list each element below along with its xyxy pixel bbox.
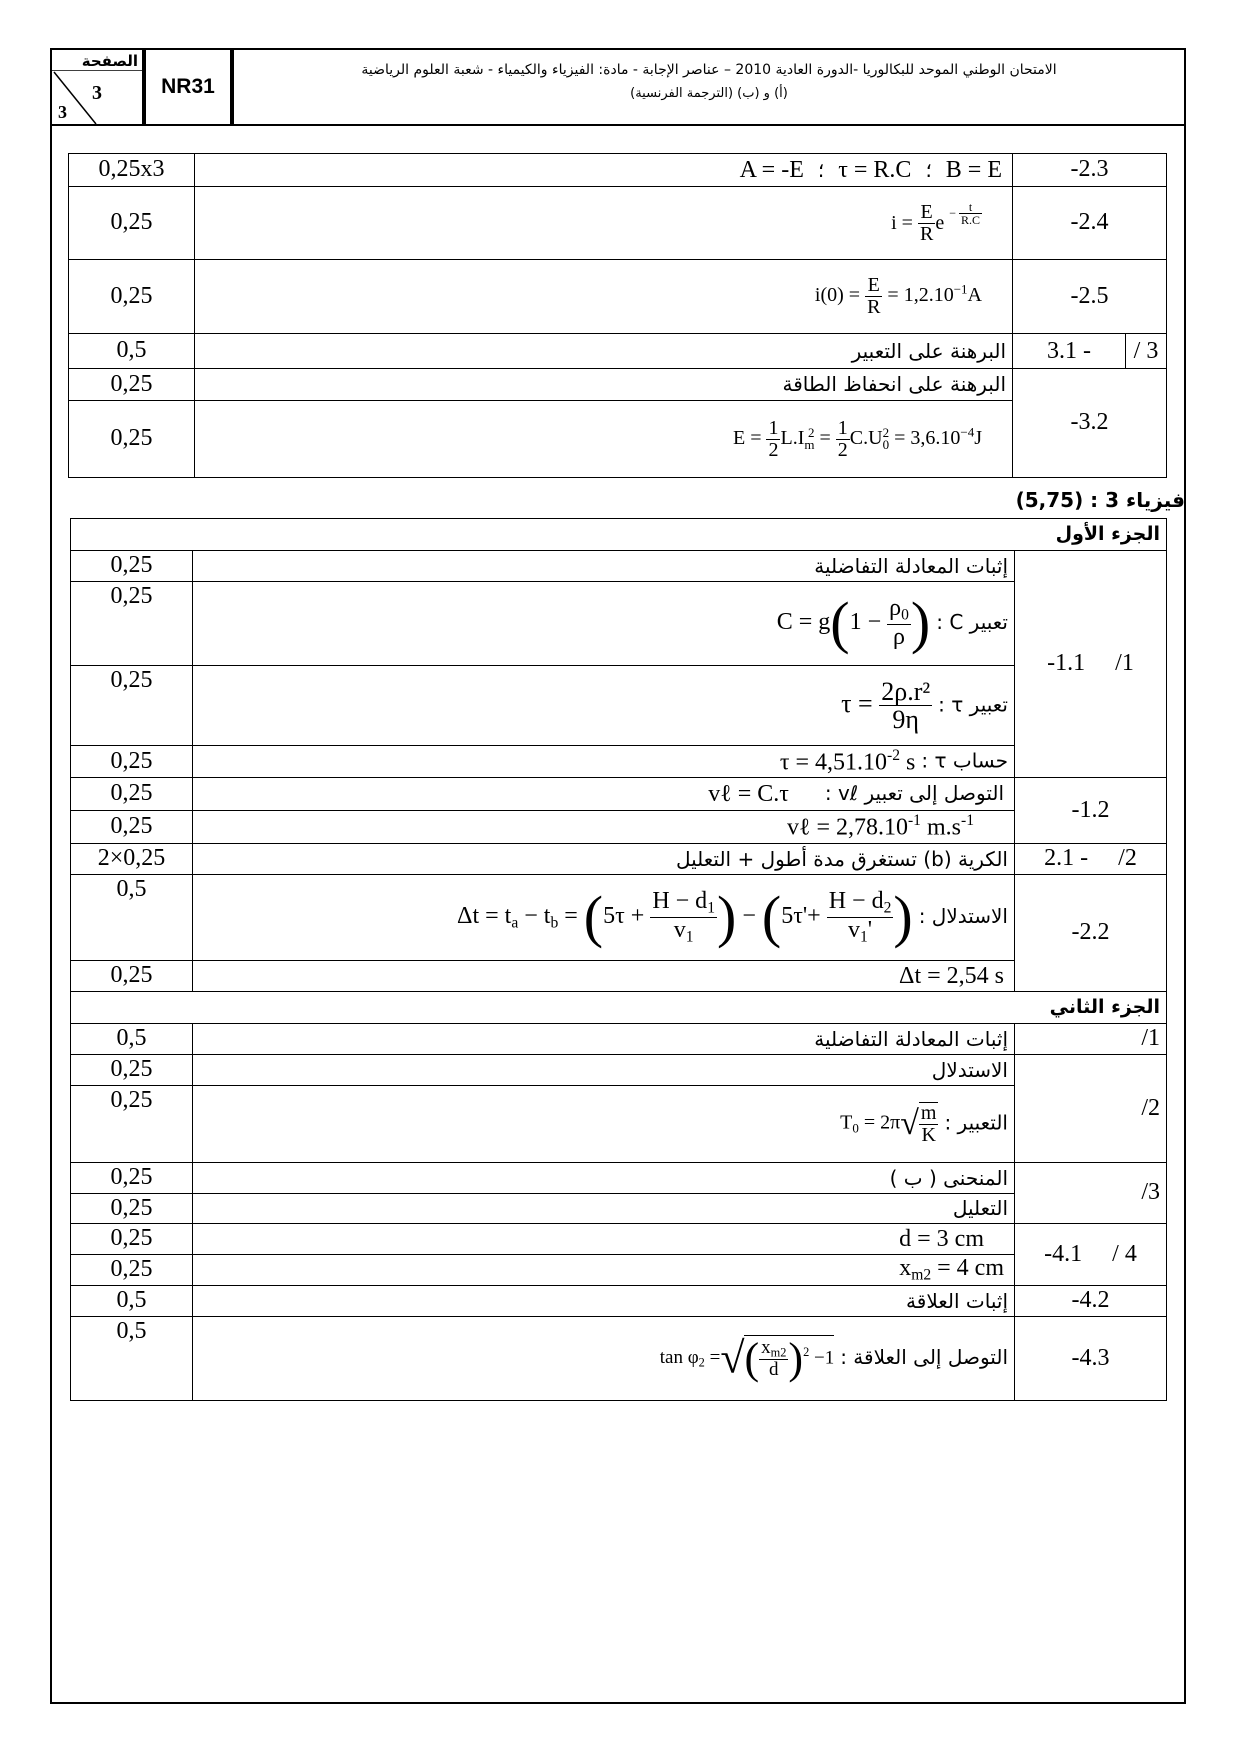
eq-24: i = $\frac{E}{R}$ e − $\frac{t}{R.C}$ [891, 199, 980, 246]
table-row [71, 778, 1167, 811]
eq-23: A = -E ؛ τ = R.C ؛ B = E [739, 156, 1002, 183]
score-cell: 0,25 [71, 1194, 193, 1224]
score-cell: 0,25 [71, 551, 193, 582]
answer-cell [193, 811, 1015, 844]
score-cell: 0,25 [71, 1163, 193, 1194]
table-row [71, 1086, 1167, 1163]
answer-cell: الكرية (b) تستغرق مدة أطول + التعليل [193, 844, 1015, 875]
eq-32: E = $\frac{1}{2}$ L.I 2 m = $\frac{1}{2}$ C.U 2 0 = $3,6.10^{-4}J$ [732, 416, 982, 461]
question-number: -1.2 [1015, 778, 1167, 844]
eq-25: i(0) = $\frac{E}{R}$ = $1,2.10^{-1}A$ [814, 274, 982, 318]
answers-table-1 [68, 153, 1167, 478]
table-row [69, 187, 1167, 260]
table-row [69, 401, 1167, 478]
part-header-row [71, 519, 1167, 551]
question-number: 3.1 - / 3 [1013, 334, 1167, 369]
eq-vl: vℓ = C.τ [708, 780, 789, 807]
eq-tan-phi: $\tan \varphi_2$ =√( $\frac{x_{m2}}{d}$ )$^2$ −1 [659, 1333, 835, 1383]
answer-cell: التوصل إلى تعبير vℓ : vℓ = C.τ [193, 778, 1015, 811]
score-cell: 0,25 [71, 746, 193, 778]
answer-cell: التوصل إلى العلاقة : $\tan \varphi_2$ =√( $\frac{x_{m2}}{d}$ )$^2$ −1 [193, 1317, 1015, 1401]
answer-cell: تعبير τ : τ = $\frac{\text{2ρ.r²}}{9\eta}$ [193, 666, 1015, 746]
score-cell: 0,25 [69, 401, 195, 478]
page-current: 3 [92, 82, 102, 104]
title-line-1: الامتحان الوطني الموحد للبكالوريا -الدورة العادية 2010 – عناصر الإجابة - مادة: الفيزياء والكيمياء - شعبة العلوم الرياضية [361, 62, 1057, 78]
question-number: /1 [1015, 1024, 1167, 1055]
table-row [71, 1163, 1167, 1194]
score-cell: 0,25 [71, 1055, 193, 1086]
answer-cell: $x_{m2} = 4$ cm [193, 1255, 1015, 1286]
table-row [71, 582, 1167, 666]
question-number: -2.3 [1013, 154, 1167, 187]
table-row [71, 1317, 1167, 1401]
table-row [71, 811, 1167, 844]
table-row [71, 1255, 1167, 1286]
answer-cell: Δt = 2,54 s [193, 961, 1015, 992]
answers-table-2 [70, 518, 1167, 1401]
question-number: -4.1 / 4 [1015, 1224, 1167, 1286]
score-cell: 0,25 [71, 1086, 193, 1163]
part-2-title: الجزء الثاني [71, 992, 1167, 1024]
score-cell: 0,25 [69, 369, 195, 401]
table-row [71, 1055, 1167, 1086]
answer-cell [195, 154, 1013, 187]
exam-code: NR31 [144, 50, 232, 126]
score-cell: 0,5 [71, 1317, 193, 1401]
title-line-2: (أ) و (ب) (الترجمة الفرنسية) [630, 86, 788, 101]
answer-cell: إثبات المعادلة التفاضلية [193, 551, 1015, 582]
answer-cell: البرهنة على انحفاظ الطاقة [195, 369, 1013, 401]
answer-cell [195, 260, 1013, 334]
answer-cell [195, 187, 1013, 260]
table-row [71, 551, 1167, 582]
score-cell: 0,25 [71, 1255, 193, 1286]
answer-cell: الاستدلال : $\Delta t = t_a - t_b = (5\tau$ + $\frac{H - d_1}{v_1}$ ) − (5τ'+ $\frac{H - d_2}{v_1'}$ ) [193, 875, 1015, 961]
table-row [69, 260, 1167, 334]
score-cell: 0,25x3 [69, 154, 195, 187]
table-row [69, 334, 1167, 369]
part-header-row [71, 992, 1167, 1024]
section-title-physics-3: فيزياء 3 : (5,75) [1015, 488, 1185, 512]
score-cell: 0,5 [71, 1286, 193, 1317]
eq-C: C = g(1 − $\frac{\rho_0}{\rho}$ ) [776, 590, 931, 656]
table-row [71, 746, 1167, 778]
answer-cell: التعبير : $T_0 = 2\pi√$ $\frac{m}{K}$ [193, 1086, 1015, 1163]
answer-cell: الاستدلال [193, 1055, 1015, 1086]
question-number: -2.2 [1015, 875, 1167, 992]
score-cell: 0,25 [71, 582, 193, 666]
eq-vl-value: vℓ = $2,78.10^{-1}$ $m.s^{-1}$ [786, 812, 974, 841]
question-number: -2.4 [1013, 187, 1167, 260]
answer-cell: حساب τ : $\tau = 4,51.10^{-2}$ s [193, 746, 1015, 778]
exam-title [232, 50, 1184, 126]
score-cell: 0,25 [71, 666, 193, 746]
score-cell: 0,5 [71, 875, 193, 961]
header [52, 50, 1184, 126]
page-label: الصفحة [81, 52, 138, 70]
table-row [71, 1286, 1167, 1317]
score-cell: 0,5 [71, 1024, 193, 1055]
table-row [71, 961, 1167, 992]
answer-cell: إثبات العلاقة [193, 1286, 1015, 1317]
question-number: -4.3 [1015, 1317, 1167, 1401]
eq-tau: τ = $\frac{\text{2ρ.r²}}{9\eta}$ [841, 676, 931, 734]
question-number: 2.1 - /2 [1015, 844, 1167, 875]
question-number: /3 [1015, 1163, 1167, 1224]
table-row [71, 844, 1167, 875]
question-number: /2 [1015, 1055, 1167, 1163]
answer-cell [195, 401, 1013, 478]
page-total: 3 [58, 102, 67, 122]
answer-cell: d = 3 cm [193, 1224, 1015, 1255]
answer-cell: إثبات المعادلة التفاضلية [193, 1024, 1015, 1055]
score-cell: 0,25 [71, 811, 193, 844]
question-number: -2.5 [1013, 260, 1167, 334]
score-cell: 0,25 [71, 1224, 193, 1255]
eq-T0: $T_0 = 2\pi√$ $\frac{m}{K}$ [840, 1102, 937, 1146]
table-row [69, 154, 1167, 187]
table-row [71, 1224, 1167, 1255]
answer-cell: المنحنى ( ب ) [193, 1163, 1015, 1194]
answer-cell: تعبير C : C = g(1 − $\frac{\rho_0}{\rho}$ ) [193, 582, 1015, 666]
score-cell: 0,25 [71, 778, 193, 811]
answer-cell: البرهنة على التعبير [195, 334, 1013, 369]
answer-cell: التعليل [193, 1194, 1015, 1224]
part-1-title: الجزء الأول [71, 519, 1167, 551]
eq-tau-value: $\tau = 4,51.10^{-2}$ s [779, 746, 916, 776]
page-number-box [52, 50, 144, 126]
table-row [71, 666, 1167, 746]
question-number: -3.2 [1013, 369, 1167, 478]
question-number: -1.1 /1 [1015, 551, 1167, 778]
score-cell: 0,5 [69, 334, 195, 369]
score-cell: 0,25 [71, 961, 193, 992]
question-number: -4.2 [1015, 1286, 1167, 1317]
score-cell: 0,25 [69, 187, 195, 260]
table-row [71, 1194, 1167, 1224]
score-cell: 0,25 [69, 260, 195, 334]
score-cell: 2×0,25 [71, 844, 193, 875]
table-row [69, 369, 1167, 401]
table-row [71, 1024, 1167, 1055]
table-row [71, 875, 1167, 961]
eq-delta-t: $\Delta t = t_a - t_b = (5\tau$ + $\frac{H - d_1}{v_1}$ ) − (5τ'+ $\frac{H - d_2}{v_1'}$ ) [457, 884, 913, 950]
